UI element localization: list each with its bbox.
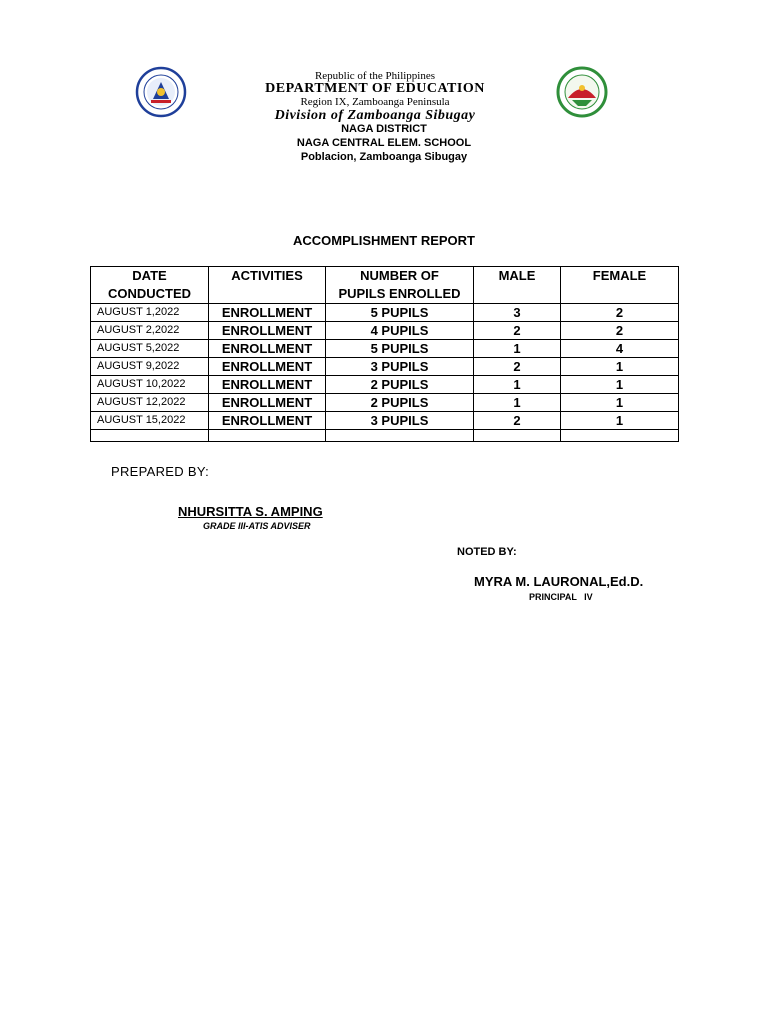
cell-male: 2 [474,412,561,430]
table-row [91,394,679,412]
table-row [91,376,679,394]
table-row [91,340,679,358]
region-line: Region IX, Zamboanga Peninsula [300,96,450,108]
cell-pupils: 2 PUPILS [326,394,474,412]
division-seal-logo [534,66,630,118]
preparer-title: GRADE III-ATIS ADVISER [203,521,311,531]
header-male: MALE [474,267,561,304]
accomplishment-table [90,266,679,442]
cell-female: 4 [561,340,679,358]
cell-date: AUGUST 15,2022 [91,412,209,430]
cell-male: 1 [474,340,561,358]
deped-seal-logo [113,66,209,118]
cell-female: 1 [561,376,679,394]
table-row [91,322,679,340]
republic-line: Republic of the Philippines [314,70,436,82]
header-date: DATE CONDUCTED [91,267,209,304]
cell-pupils: 5 PUPILS [326,340,474,358]
table-row-empty [91,430,679,442]
cell-male [474,430,561,442]
cell-activity: ENROLLMENT [209,358,326,376]
cell-date: AUGUST 12,2022 [91,394,209,412]
principal-title: PRINCIPAL IV [529,592,593,602]
cell-activity: ENROLLMENT [209,376,326,394]
preparer-name: NHURSITTA S. AMPING [178,504,323,519]
cell-male: 3 [474,304,561,322]
cell-pupils: 5 PUPILS [326,304,474,322]
cell-activity: ENROLLMENT [209,340,326,358]
cell-pupils: 2 PUPILS [326,376,474,394]
table-header-row [91,267,679,304]
table-row [91,304,679,322]
cell-male: 1 [474,376,561,394]
cell-date: AUGUST 10,2022 [91,376,209,394]
principal-name: MYRA M. LAURONAL,Ed.D. [474,574,644,589]
cell-pupils: 3 PUPILS [326,412,474,430]
division-line: Division of Zamboanga Sibugay [274,108,476,123]
school-address: Poblacion, Zamboanga Sibugay [300,151,468,163]
prepared-by-label: PREPARED BY: [111,464,210,479]
header-pupils-enrolled: NUMBER OF PUPILS ENROLLED [326,267,474,304]
cell-activity: ENROLLMENT [209,394,326,412]
cell-pupils: 4 PUPILS [326,322,474,340]
cell-female: 1 [561,394,679,412]
letterhead [0,66,768,122]
department-line: DEPARTMENT OF EDUCATION [265,81,485,96]
school-name: NAGA CENTRAL ELEM. SCHOOL [296,137,472,149]
cell-male: 2 [474,322,561,340]
report-title: ACCOMPLISHMENT REPORT [293,233,475,248]
cell-male: 1 [474,394,561,412]
district-name: NAGA DISTRICT [341,123,427,135]
cell-female: 1 [561,412,679,430]
cell-date [91,430,209,442]
cell-date: AUGUST 5,2022 [91,340,209,358]
cell-female: 2 [561,322,679,340]
letterhead-text [230,70,520,123]
cell-date: AUGUST 1,2022 [91,304,209,322]
cell-activity: ENROLLMENT [209,304,326,322]
cell-female: 2 [561,304,679,322]
table-row [91,412,679,430]
cell-female: 1 [561,358,679,376]
cell-activity: ENROLLMENT [209,412,326,430]
cell-activity: ENROLLMENT [209,322,326,340]
header-female: FEMALE [561,267,679,304]
table-row [91,358,679,376]
header-activities: ACTIVITIES [209,267,326,304]
cell-activity [209,430,326,442]
cell-date: AUGUST 9,2022 [91,358,209,376]
school-info [0,122,768,164]
cell-female [561,430,679,442]
cell-pupils: 3 PUPILS [326,358,474,376]
cell-male: 2 [474,358,561,376]
cell-date: AUGUST 2,2022 [91,322,209,340]
noted-by-label: NOTED BY: [457,546,517,558]
cell-pupils [326,430,474,442]
